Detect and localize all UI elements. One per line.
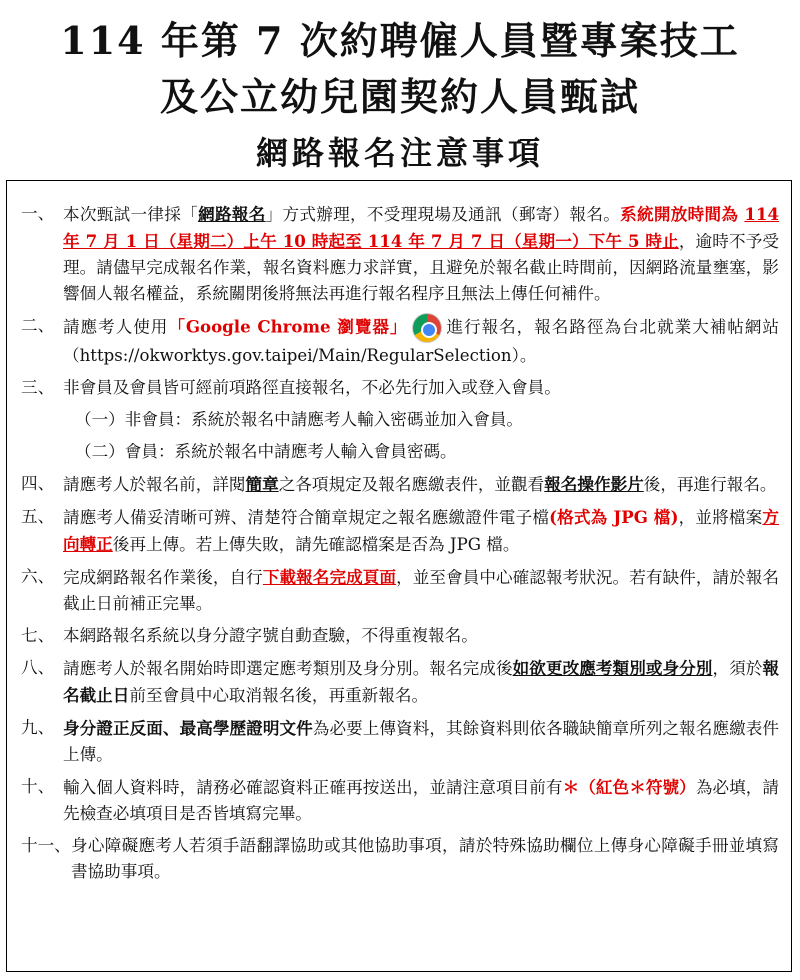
- text-segment: 請應考人使用: [63, 317, 169, 337]
- text-segment: 請應考人於報名前，詳閱: [63, 475, 246, 494]
- registration-period-label: 系統開放時間為: [620, 204, 745, 224]
- text-segment: 之各項規定及報名應繳表件，並觀看: [278, 475, 545, 494]
- notice-item-7: [7, 623, 793, 649]
- text-segment: ，逾時不予受理。請儘早完成報名作業，報名資料應力求詳實，且避免於報名截止時間前，因網路流量壅塞，影響個人報名權益，系統關閉後將無法再進行報名程序且無法上傳任何補件。: [63, 232, 780, 303]
- item-number: 一、: [21, 204, 55, 223]
- item-number: 十、: [21, 777, 55, 796]
- item-text: 身心障礙應考人若須手語翻譯協助或其他協助事項，請於特殊協助欄位上傳身心障礙手冊並填寫書協助事項。: [71, 836, 779, 881]
- notice-list: [7, 201, 793, 885]
- item-number: 四、: [21, 474, 55, 493]
- text-segment: 請應考人備妥清晰可辨、清楚符合簡章規定之報名應繳證件電子檔: [63, 508, 550, 527]
- notice-item-10: [7, 774, 793, 827]
- deadline-note: 報名截止日: [63, 658, 780, 705]
- browser-requirement: 「Google Chrome 瀏覽器」: [168, 316, 408, 337]
- item-text: 本網路報名系統以身分證字號自動查驗，不得重複報名。: [63, 626, 478, 645]
- text-segment: 後，再進行報名。: [643, 475, 777, 494]
- brochure-link-text: 簡章: [245, 474, 279, 494]
- text-segment: 本次甄試一律採「: [63, 205, 199, 224]
- text-segment: ，須於: [712, 659, 763, 678]
- required-asterisk-note: ＊（紅色＊符號）: [562, 777, 696, 797]
- item-number: 十一、: [21, 836, 71, 855]
- notice-item-1: [7, 201, 793, 307]
- notice-subitem-non-member: （一）非會員：系統於報名中請應考人輸入密碼並加入會員。: [75, 410, 524, 429]
- item-text: [63, 715, 779, 768]
- notice-item-2: [7, 313, 793, 369]
- file-format-note: (格式為 JPG 檔): [549, 507, 679, 527]
- text-segment: ，並將檔案: [678, 508, 763, 527]
- item-text: 非會員及會員皆可經前項路徑直接報名，不必先行加入或登入會員。: [63, 378, 561, 397]
- notice-item-11: [7, 833, 793, 885]
- document-subtitle: 網路報名注意事項: [255, 134, 544, 172]
- change-category-note: 如欲更改應考類別或身分別: [512, 658, 713, 678]
- notice-subitem-member: （二）會員：系統於報名中請應考人輸入會員密碼。: [75, 442, 457, 461]
- text-segment: 後再上傳。若上傳失敗，請先確認檔案是否為 JPG 檔。: [112, 535, 520, 554]
- text-segment: 輸入個人資料時，請務必確認資料正確再按送出，並請注意項目前有: [63, 778, 563, 797]
- item-number: 二、: [21, 316, 55, 335]
- notice-item-6: [7, 564, 793, 617]
- text-segment: 」方式辦理，不受理現場及通訊（郵寄）報名。: [265, 205, 621, 224]
- text-segment: 完成網路報名作業後，自行: [63, 568, 263, 587]
- orientation-note: 方向轉正: [63, 507, 779, 554]
- chrome-icon: [412, 313, 442, 343]
- item-text: [63, 774, 779, 827]
- text-segment: 進行報名，報名路徑為台北就業大補帖網站（https://okworktys.gov.taipei/Main/RegularSelection）。: [63, 317, 779, 365]
- item-number: 七、: [21, 626, 55, 645]
- text-segment: 前至會員中心取消報名後，再重新報名。: [129, 686, 429, 705]
- notice-item-3: [7, 375, 793, 401]
- item-text: [63, 655, 779, 709]
- item-number: 三、: [21, 378, 55, 397]
- document-title-line-1: 114 年第 7 次約聘僱人員暨專案技工: [60, 18, 740, 63]
- item-text: [63, 313, 779, 369]
- notice-item-9: [7, 715, 793, 768]
- item-number: 六、: [21, 567, 55, 586]
- required-documents: 身分證正反面、最高學歷證明文件: [63, 718, 313, 738]
- text-segment: 為必填，請先檢查必填項目是否皆填寫完畢。: [63, 778, 780, 823]
- download-confirmation-note: 下載報名完成頁面: [262, 567, 397, 587]
- notice-item-8: [7, 655, 793, 709]
- item-number: 五、: [21, 507, 55, 526]
- tutorial-video-text: 報名操作影片: [544, 474, 644, 494]
- text-segment: 請應考人於報名開始時即選定應考類別及身分別。報名完成後: [63, 659, 513, 678]
- item-text: [63, 564, 779, 617]
- notice-item-5: [7, 504, 793, 558]
- text-segment: 為必要上傳資料，其餘資料則依各職缺簡章所列之報名應繳表件上傳。: [63, 719, 780, 764]
- online-registration-emphasis: 網路報名: [198, 204, 266, 224]
- registration-period: 114 年 7 月 1 日（星期二）上午 10 時起至 114 年 7 月 7 日（星期一）下午 5 時止: [63, 204, 780, 251]
- item-number: 九、: [21, 718, 55, 737]
- item-text: [63, 201, 779, 307]
- text-segment: ，並至會員中心確認報考狀況。若有缺件，請於報名截止日前補正完畢。: [63, 568, 780, 613]
- item-text: [63, 504, 779, 558]
- notice-box: [6, 180, 792, 972]
- item-text: [63, 471, 779, 498]
- notice-item-4: [7, 471, 793, 498]
- item-number: 八、: [21, 658, 55, 677]
- document-title-line-2: 及公立幼兒園契約人員甄試: [159, 74, 640, 119]
